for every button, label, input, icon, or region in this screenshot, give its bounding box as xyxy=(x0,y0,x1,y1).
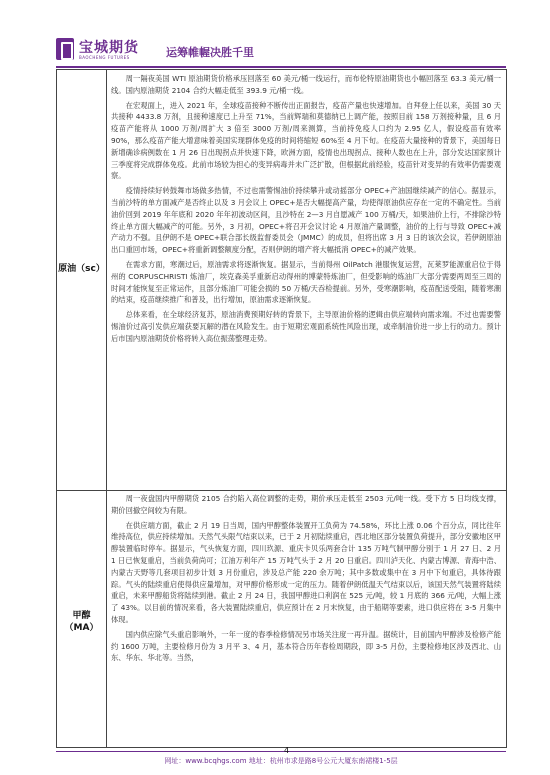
section-label-text: 甲醇 xyxy=(72,611,91,621)
section-label-methanol xyxy=(57,610,106,634)
brand-name-english: BAOCHENG FUTURES xyxy=(79,55,130,60)
section-label-code: （MA） xyxy=(64,623,99,633)
footer-contact: 网址：www.bcqhgs.com 地址：杭州市求是路8号公元大厦东南裙楼1-5层 xyxy=(164,757,398,765)
paragraph: 在需求方面，寒潮过后，原油需求将逐渐恢复。据显示，当前得州 OilPatch 港服恢复运营，瓦莱罗能源重启位于得州的 CORPUSCHRISTI 炼油厂，埃克森美孚重新启动得州的博蒙特炼油厂，但受影响的炼油厂大部分需要两周至三周的时间才能恢复至正常运作，且部分炼油厂可能会损的 50 万桶/天吞检提前。另外，受寒潮影响，疫苗配送受阻，随着寒潮的结束，疫苗继续推广和普及，出行增加，原油需求逐渐恢复。 xyxy=(111,259,501,305)
paragraph: 疫情持续好转鼓舞市场做多热情，不过也需警惕油价持续攀升或动摇部分 OPEC+产油国继续减产的信心。据显示，当前沙特的单方面减产是否终止以及 3 月会议上 OPEC+是否大幅提高产量，均使得原油供应存在一定的不确定性。当前油价回到 2019 年年底和 2020 年年初波动区间，且沙特在 2—3 月自愿减产 100 万桶/天，如果油价上行，不排除沙特终止单方面大幅减产的可能。另外，3 月初，OPEC+将召开会议讨论 4 月原油产量调整，油价的上行与导致 OPEC+减产动力不强。且伊朗不是 OPEC+联合部长级监督委员会（JMMC）的成员，但将出席 3 月 3 日的该次会议，若伊朗原油出口重回市场，OPEC+将重新调整额度分配，否则伊朗的增产将大幅抵消 OPEC+的减产效果。 xyxy=(111,186,501,255)
section-content-crude-oil xyxy=(111,73,501,348)
row-divider xyxy=(57,490,506,491)
company-logo-icon xyxy=(56,38,74,60)
paragraph: 周一隔夜美国 WTI 原油期货价格承压回落至 60 美元/桶一线运行，而布伦特原油期货也小幅回落至 63.3 美元/桶一线。国内原油期货 2104 合约大幅走低至 393.9 元/桶一线。 xyxy=(111,74,501,95)
report-table xyxy=(56,69,507,748)
section-content-methanol xyxy=(111,493,501,667)
section-label-text: 原油（sc） xyxy=(58,264,105,274)
paragraph: 国内供应除气头重启影响外，一年一度的春季检修情况另市场关注度一再升温。据统计，目前国内甲醇涉及检修产能约 1600 万吨，主要检修月份为 3 月平 3、4 月，基本符合历年春检周期段，即 3-5 月份，主要检修地区涉及西北、山东、华东、华北等。当然， xyxy=(111,629,501,663)
column-divider xyxy=(106,70,107,747)
page-number: 4 xyxy=(284,746,290,755)
header-slogan: 运筹帷幄决胜千里 xyxy=(166,46,254,59)
paragraph: 总体来看，在全球经济复苏，原油消费预期好转的背景下，主导原油价格的逻辑由供应端转向需求端。不过也需要警惕油价过高引发供应端获要瓦解的潜在风险发生。由于短期宏观面系统性风险出现，或牵制油价进一步上行的动力。预计后市国内原油期货价格将转入高位振荡整理走势。 xyxy=(111,310,501,343)
section-label-crude-oil xyxy=(57,263,106,275)
page-footer xyxy=(56,746,506,770)
brand-name: 宝城期货 xyxy=(79,40,139,56)
paragraph: 在供应端方面，截止 2 月 19 日当周，国内甲醇整体装置开工负荷为 74.58%，环比上涨 0.06 个百分点，同比往年维持高位，供应持续增加。天然气头限气结束以来，已于 2 月初陆续重启，西北地区部分装置负荷提升，部分安徽地区甲醇装置临时停车。据显示，气头恢复方面，四川玖源、重庆卡贝乐两套合计 135 万吨气制甲醇分别于 1 月 27 日、2 月 1 日已恢复重启，当前负荷尚可；江油万利年产 15 万吨气头于 2 月 20 日重启。四川泸天化、内蒙古博源、青海中浩、内蒙古天野等几套项目初步计划 3 月份重启，涉及总产能 220 余万吨；其中多数或集中在 3 月中下旬重启，具体待跟踪。气头的陆续重启使得供应量增加，对甲醇价格形成一定的压力。随着伊朗低温天气结束以后，该国天然气装置将陆续重启，未来甲醇船货将陆续到港。截止 2 月 24 日，我国甲醇进口利润在 525 元/吨，较 1 月底的 366 元/吨，大幅上涨了 43%。以目前的情况来看，各大装置陆续重启，供应预计在 2 月末恢复，由于船期等要素，进口供应将在 3-5 月集中体现。 xyxy=(111,520,501,624)
paragraph: 在宏观面上，进入 2021 年，全球疫苗接种不断传出正面报告，疫苗产量也快速增加。自拜登上任以来，美国 30 天共接种 4433.8 万剂，且接种速度已上升至 71%，当前辉瑞和莫德纳已上调产能，按照目前 158 万剂接种量，且 6 月疫苗产能将从 1000 万剂/周扩大 3 倍至 3000 万剂/周来测算，当前持免疫人口约为 2.95 亿人，假设疫苗有效率 90%，那么疫苗产能大增意味着美国实现群体免疫的时间将缩短 60%至 4 月下旬。在疫苗大量接种的背景下，美国每日新增确诊病例数在 1 月 26 日出现拐点并快速下降，欧洲方面，疫情也出现拐点、接种人数也在上升，部分发达国家预计三季度将完成群体免疫。此前市场较为担心的变异病毒并未广泛扩散，但根据此前经验，疫苗针对变异的有效率仍需要观察。 xyxy=(111,100,501,181)
paragraph: 周一夜盘国内甲醇期货 2105 合约陷入高位调整的走势，期价承压走低至 2503 元/吨一线。受下方 5 日均线支撑，期价回撤空间较为有限。 xyxy=(111,494,501,515)
page-header xyxy=(56,38,506,68)
